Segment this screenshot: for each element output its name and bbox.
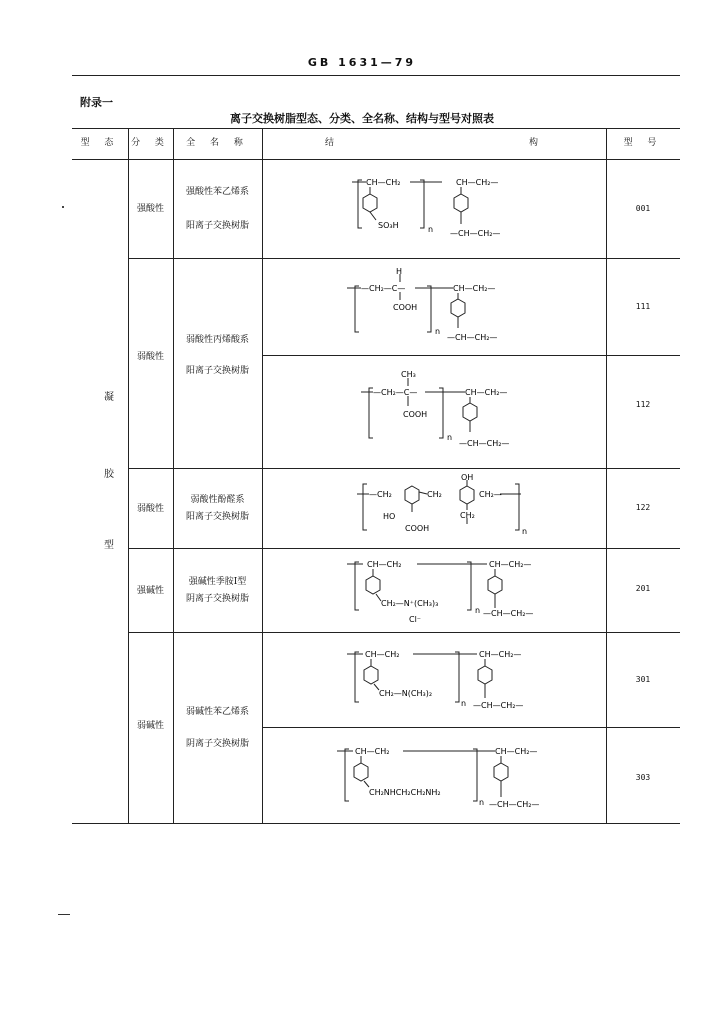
scan-speck bbox=[62, 206, 64, 208]
model-code: 301 bbox=[635, 675, 651, 684]
structure-111 bbox=[345, 266, 535, 348]
oh-label: OH bbox=[461, 473, 474, 482]
h-label: H bbox=[396, 267, 403, 276]
crosslink-bottom: —CH—CH₂— bbox=[489, 800, 540, 809]
full-name-line: 弱酸性丙烯酸系 bbox=[185, 335, 249, 345]
full-name-line: 强碱性季胺Ⅰ型 bbox=[188, 577, 247, 587]
table-bottom-rule bbox=[72, 823, 680, 824]
ch2-label: CH₂ bbox=[427, 490, 442, 499]
table-title: 离子交换树脂型态、分类、全名称、结构与型号对照表 bbox=[230, 112, 494, 125]
col-divider bbox=[606, 128, 607, 823]
full-name-line: 阴离子交换树脂 bbox=[185, 739, 249, 749]
crosslink-bottom: —CH—CH₂— bbox=[483, 609, 534, 618]
substituent-label: CH₂NHCH₂CH₂NH₂ bbox=[369, 788, 441, 797]
row-divider bbox=[128, 632, 680, 633]
col-header-full-name: 全 名 称 bbox=[186, 138, 249, 148]
category-cell: 弱酸性 bbox=[136, 504, 164, 514]
header-bottom-rule bbox=[72, 159, 680, 160]
structure-112 bbox=[355, 366, 545, 452]
crosslink-bottom: —CH—CH₂— bbox=[447, 333, 498, 342]
col-header-structure-right: 构 bbox=[529, 138, 539, 148]
ch2-label: —CH₂ bbox=[369, 490, 392, 499]
row-divider bbox=[128, 258, 680, 259]
crosslink-bottom: —CH—CH₂— bbox=[473, 701, 524, 710]
full-name-line: 阴离子交换树脂 bbox=[185, 594, 249, 604]
crosslink-top: CH—CH₂— bbox=[479, 650, 522, 659]
substituent-label: CH₂—N⁺(CH₃)₃ bbox=[381, 599, 439, 608]
crosslink-top: CH—CH₂— bbox=[489, 560, 532, 569]
full-name-line: 阳离子交换树脂 bbox=[185, 366, 249, 376]
structure-301 bbox=[345, 648, 545, 718]
model-code: 201 bbox=[635, 584, 651, 593]
col-header-model: 型 号 bbox=[623, 138, 663, 148]
row-divider bbox=[128, 548, 680, 549]
repeat-n: n bbox=[479, 798, 485, 807]
repeat-n: n bbox=[428, 225, 434, 234]
model-code: 122 bbox=[635, 503, 651, 512]
col-divider bbox=[262, 128, 263, 823]
appendix-label: 附录一 bbox=[80, 96, 113, 109]
repeat-n: n bbox=[522, 527, 528, 536]
structure-001 bbox=[350, 168, 530, 248]
substituent-label: COOH bbox=[393, 303, 418, 312]
chain-label: —CH₂—C— bbox=[373, 388, 418, 397]
repeat-n: n bbox=[461, 699, 467, 708]
crosslink-top: CH—CH₂— bbox=[456, 178, 499, 187]
category-cell: 弱酸性 bbox=[136, 352, 164, 362]
structure-122 bbox=[355, 472, 545, 542]
ch2-label: CH₂ bbox=[460, 511, 475, 520]
model-code: 001 bbox=[635, 204, 651, 213]
model-code: 112 bbox=[635, 400, 651, 409]
full-name-line: 阳离子交换树脂 bbox=[185, 512, 249, 522]
substituent-label: COOH bbox=[403, 410, 428, 419]
crosslink-bottom: —CH—CH₂— bbox=[459, 439, 510, 448]
margin-tick bbox=[58, 914, 70, 915]
crosslink-bottom: —CH—CH₂— bbox=[450, 229, 501, 238]
table-top-rule bbox=[72, 128, 680, 129]
form-char: 凝 bbox=[104, 392, 114, 403]
header-rule bbox=[72, 75, 680, 76]
form-char: 胶 bbox=[104, 469, 114, 480]
full-name-line: 弱酸性酚醛系 bbox=[190, 495, 245, 505]
crosslink-top: CH—CH₂— bbox=[465, 388, 508, 397]
repeat-n: n bbox=[447, 433, 453, 442]
full-name-line: 阳离子交换树脂 bbox=[185, 221, 249, 231]
standard-number: GB 1631—79 bbox=[307, 56, 417, 69]
category-cell: 强碱性 bbox=[136, 586, 164, 596]
chain-label: CH—CH₂ bbox=[355, 747, 390, 756]
substituent-label: SO₃H bbox=[378, 221, 399, 230]
full-name-line: 强酸性苯乙烯系 bbox=[185, 187, 249, 197]
chain-label: —CH₂—C— bbox=[361, 284, 406, 293]
crosslink-top: CH—CH₂— bbox=[453, 284, 496, 293]
col-divider bbox=[173, 128, 174, 823]
col-header-category: 分 类 bbox=[131, 138, 170, 148]
crosslink-top: CH—CH₂— bbox=[495, 747, 538, 756]
substituent-label: CH₂—N(CH₃)₂ bbox=[379, 689, 433, 698]
chain-label: CH—CH₂ bbox=[367, 560, 402, 569]
category-cell: 弱碱性 bbox=[136, 721, 164, 731]
chain-label: CH—CH₂ bbox=[365, 650, 400, 659]
model-code: 111 bbox=[635, 302, 651, 311]
ho-label: HO bbox=[383, 512, 396, 521]
model-code: 303 bbox=[635, 773, 651, 782]
chain-label: CH—CH₂ bbox=[366, 178, 401, 187]
col-header-structure-left: 结 bbox=[325, 138, 335, 148]
form-char: 型 bbox=[104, 540, 114, 551]
full-name-line: 弱碱性苯乙烯系 bbox=[185, 707, 249, 717]
repeat-n: n bbox=[435, 327, 441, 336]
category-cell: 强酸性 bbox=[136, 204, 164, 214]
col-header-form: 型 态 bbox=[80, 138, 120, 148]
structure-201 bbox=[345, 556, 560, 628]
row-divider bbox=[262, 355, 680, 356]
methyl-label: CH₃ bbox=[401, 370, 416, 379]
row-divider bbox=[128, 468, 680, 469]
cooh-label: COOH bbox=[405, 524, 430, 533]
row-divider bbox=[262, 727, 680, 728]
col-divider bbox=[128, 128, 129, 823]
ch2-label: CH₂— bbox=[479, 490, 502, 499]
repeat-n: n bbox=[475, 606, 481, 615]
chloride-label: Cl⁻ bbox=[409, 615, 422, 624]
structure-303 bbox=[335, 745, 565, 817]
